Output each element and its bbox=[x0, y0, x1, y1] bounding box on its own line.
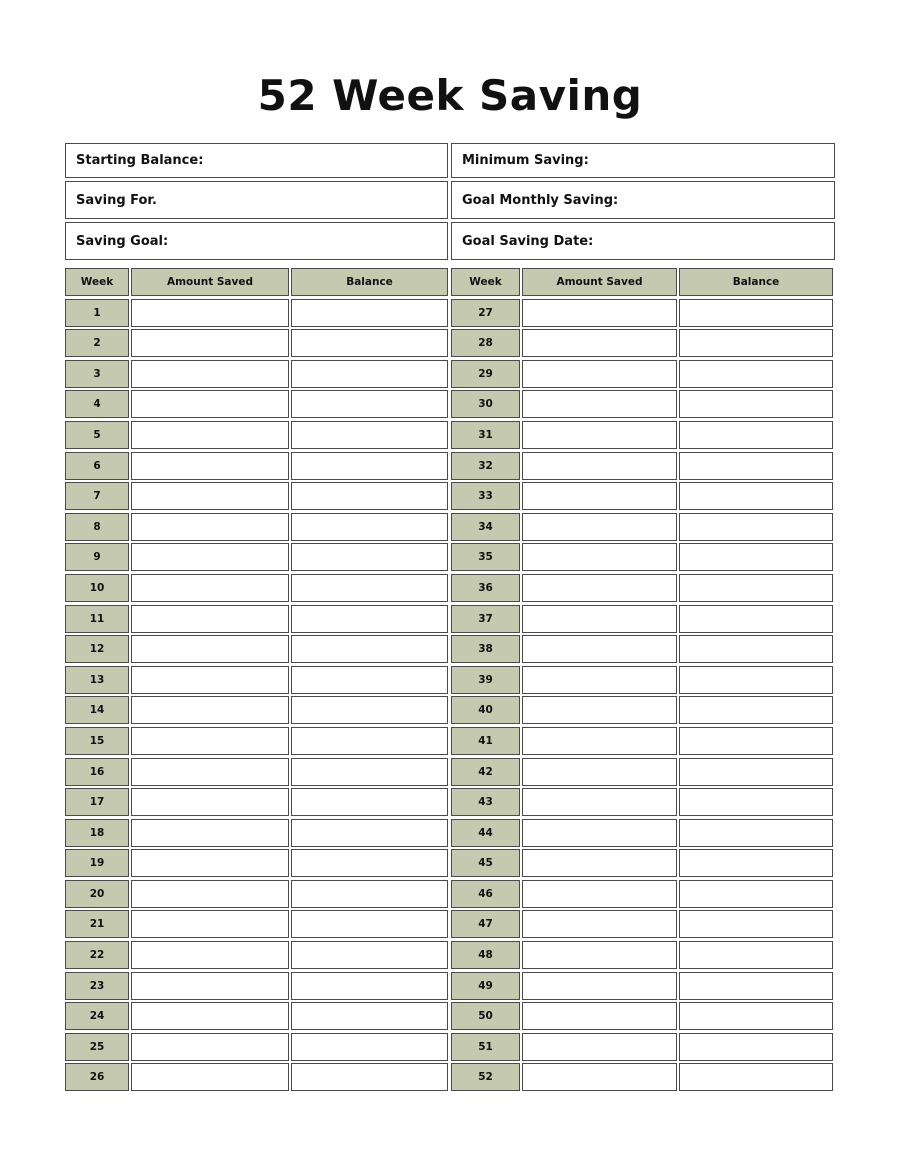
week-number-cell: 7 bbox=[65, 482, 129, 510]
table-row bbox=[451, 574, 835, 602]
amount-saved-cell[interactable] bbox=[522, 482, 677, 510]
table-row bbox=[451, 941, 835, 969]
balance-cell[interactable] bbox=[679, 1002, 833, 1030]
amount-saved-cell[interactable] bbox=[131, 360, 289, 388]
week-number-cell: 14 bbox=[65, 696, 129, 724]
saving-for-label: Saving For. bbox=[76, 192, 157, 208]
balance-cell[interactable] bbox=[291, 758, 448, 786]
amount-saved-cell[interactable] bbox=[522, 635, 677, 663]
week-number-cell: 52 bbox=[451, 1063, 520, 1091]
balance-cell[interactable] bbox=[291, 360, 448, 388]
balance-cell[interactable] bbox=[291, 1033, 448, 1061]
table-row bbox=[451, 482, 835, 510]
table-row bbox=[65, 543, 450, 571]
amount-saved-cell[interactable] bbox=[131, 972, 289, 1000]
balance-cell[interactable] bbox=[291, 635, 448, 663]
table-row bbox=[65, 727, 450, 755]
week-number-cell: 23 bbox=[65, 972, 129, 1000]
amount-saved-cell[interactable] bbox=[522, 452, 677, 480]
table-row bbox=[451, 390, 835, 418]
week-number-cell: 28 bbox=[451, 329, 520, 357]
amount-saved-cell[interactable] bbox=[522, 880, 677, 908]
week-number-cell: 41 bbox=[451, 727, 520, 755]
table-row bbox=[65, 299, 450, 327]
header-week: Week bbox=[451, 268, 520, 296]
amount-saved-cell[interactable] bbox=[522, 972, 677, 1000]
amount-saved-cell[interactable] bbox=[522, 1002, 677, 1030]
balance-cell[interactable] bbox=[291, 421, 448, 449]
table-row bbox=[65, 880, 450, 908]
week-number-cell: 26 bbox=[65, 1063, 129, 1091]
saving-goal-field[interactable] bbox=[65, 222, 448, 260]
balance-cell[interactable] bbox=[291, 452, 448, 480]
table-row bbox=[451, 452, 835, 480]
week-number-cell: 24 bbox=[65, 1002, 129, 1030]
week-number-cell: 9 bbox=[65, 543, 129, 571]
table-row bbox=[451, 758, 835, 786]
week-number-cell: 5 bbox=[65, 421, 129, 449]
amount-saved-cell[interactable] bbox=[131, 635, 289, 663]
amount-saved-cell[interactable] bbox=[131, 1002, 289, 1030]
balance-cell[interactable] bbox=[679, 360, 833, 388]
starting-balance-field[interactable] bbox=[65, 143, 448, 178]
balance-cell[interactable] bbox=[679, 513, 833, 541]
balance-cell[interactable] bbox=[679, 727, 833, 755]
week-number-cell: 13 bbox=[65, 666, 129, 694]
week-number-cell: 8 bbox=[65, 513, 129, 541]
week-number-cell: 36 bbox=[451, 574, 520, 602]
table-row bbox=[65, 605, 450, 633]
amount-saved-cell[interactable] bbox=[522, 849, 677, 877]
amount-saved-cell[interactable] bbox=[522, 574, 677, 602]
amount-saved-cell[interactable] bbox=[131, 910, 289, 938]
table-row bbox=[451, 849, 835, 877]
table-row bbox=[65, 390, 450, 418]
amount-saved-cell[interactable] bbox=[522, 513, 677, 541]
balance-cell[interactable] bbox=[679, 1063, 833, 1091]
amount-saved-cell[interactable] bbox=[131, 299, 289, 327]
saving-for-field[interactable] bbox=[65, 181, 448, 219]
week-number-cell: 51 bbox=[451, 1033, 520, 1061]
amount-saved-cell[interactable] bbox=[522, 666, 677, 694]
week-number-cell: 18 bbox=[65, 819, 129, 847]
balance-cell[interactable] bbox=[291, 849, 448, 877]
amount-saved-cell[interactable] bbox=[131, 452, 289, 480]
balance-cell[interactable] bbox=[679, 666, 833, 694]
balance-cell[interactable] bbox=[679, 941, 833, 969]
week-number-cell: 11 bbox=[65, 605, 129, 633]
table-row bbox=[451, 819, 835, 847]
amount-saved-cell[interactable] bbox=[522, 360, 677, 388]
amount-saved-cell[interactable] bbox=[131, 390, 289, 418]
amount-saved-cell[interactable] bbox=[131, 1033, 289, 1061]
table-row bbox=[65, 758, 450, 786]
table-header-row bbox=[65, 268, 450, 296]
week-number-cell: 33 bbox=[451, 482, 520, 510]
balance-cell[interactable] bbox=[679, 329, 833, 357]
balance-cell[interactable] bbox=[291, 513, 448, 541]
week-number-cell: 2 bbox=[65, 329, 129, 357]
week-number-cell: 12 bbox=[65, 635, 129, 663]
balance-cell[interactable] bbox=[679, 482, 833, 510]
amount-saved-cell[interactable] bbox=[131, 605, 289, 633]
table-row bbox=[65, 513, 450, 541]
balance-cell[interactable] bbox=[679, 635, 833, 663]
table-header-row bbox=[451, 268, 835, 296]
week-number-cell: 39 bbox=[451, 666, 520, 694]
table-row bbox=[451, 880, 835, 908]
table-row bbox=[451, 513, 835, 541]
table-row bbox=[65, 972, 450, 1000]
amount-saved-cell[interactable] bbox=[522, 696, 677, 724]
amount-saved-cell[interactable] bbox=[131, 1063, 289, 1091]
balance-cell[interactable] bbox=[291, 788, 448, 816]
amount-saved-cell[interactable] bbox=[131, 696, 289, 724]
table-row bbox=[451, 360, 835, 388]
balance-cell[interactable] bbox=[679, 758, 833, 786]
week-number-cell: 20 bbox=[65, 880, 129, 908]
amount-saved-cell[interactable] bbox=[131, 329, 289, 357]
balance-cell[interactable] bbox=[679, 543, 833, 571]
amount-saved-cell[interactable] bbox=[522, 1063, 677, 1091]
table-row bbox=[451, 910, 835, 938]
balance-cell[interactable] bbox=[291, 972, 448, 1000]
savings-table-weeks-1-26 bbox=[65, 268, 450, 1094]
page-title: 52 Week Saving bbox=[257, 71, 643, 120]
savings-table-weeks-27-52 bbox=[451, 268, 835, 1094]
week-number-cell: 17 bbox=[65, 788, 129, 816]
table-row bbox=[65, 941, 450, 969]
amount-saved-cell[interactable] bbox=[131, 941, 289, 969]
goal-saving-date-field[interactable] bbox=[451, 222, 835, 260]
amount-saved-cell[interactable] bbox=[131, 758, 289, 786]
week-number-cell: 35 bbox=[451, 543, 520, 571]
balance-cell[interactable] bbox=[291, 1063, 448, 1091]
week-number-cell: 16 bbox=[65, 758, 129, 786]
amount-saved-cell[interactable] bbox=[522, 390, 677, 418]
week-number-cell: 19 bbox=[65, 849, 129, 877]
week-number-cell: 48 bbox=[451, 941, 520, 969]
table-row bbox=[451, 972, 835, 1000]
table-row bbox=[451, 421, 835, 449]
table-row bbox=[65, 788, 450, 816]
table-row bbox=[65, 574, 450, 602]
balance-cell[interactable] bbox=[679, 880, 833, 908]
table-row bbox=[451, 635, 835, 663]
goal-saving-date-label: Goal Saving Date: bbox=[462, 233, 594, 249]
week-number-cell: 3 bbox=[65, 360, 129, 388]
week-number-cell: 50 bbox=[451, 1002, 520, 1030]
header-amount-saved: Amount Saved bbox=[522, 268, 677, 296]
amount-saved-cell[interactable] bbox=[522, 1033, 677, 1061]
table-row bbox=[451, 788, 835, 816]
week-number-cell: 1 bbox=[65, 299, 129, 327]
week-number-cell: 27 bbox=[451, 299, 520, 327]
table-row bbox=[65, 1002, 450, 1030]
goal-monthly-saving-label: Goal Monthly Saving: bbox=[462, 192, 619, 208]
goal-monthly-saving-field[interactable] bbox=[451, 181, 835, 219]
table-row bbox=[65, 819, 450, 847]
week-number-cell: 22 bbox=[65, 941, 129, 969]
table-row bbox=[451, 696, 835, 724]
table-row bbox=[451, 1033, 835, 1061]
balance-cell[interactable] bbox=[679, 788, 833, 816]
table-row bbox=[65, 666, 450, 694]
table-row bbox=[65, 1033, 450, 1061]
amount-saved-cell[interactable] bbox=[522, 910, 677, 938]
table-row bbox=[451, 299, 835, 327]
amount-saved-cell[interactable] bbox=[131, 482, 289, 510]
balance-cell[interactable] bbox=[679, 696, 833, 724]
amount-saved-cell[interactable] bbox=[522, 788, 677, 816]
table-row bbox=[451, 1002, 835, 1030]
week-number-cell: 34 bbox=[451, 513, 520, 541]
header-balance: Balance bbox=[679, 268, 833, 296]
table-row bbox=[451, 1063, 835, 1091]
table-row bbox=[451, 605, 835, 633]
table-row bbox=[451, 727, 835, 755]
week-number-cell: 10 bbox=[65, 574, 129, 602]
header-amount-saved: Amount Saved bbox=[131, 268, 289, 296]
week-number-cell: 31 bbox=[451, 421, 520, 449]
balance-cell[interactable] bbox=[291, 574, 448, 602]
amount-saved-cell[interactable] bbox=[131, 819, 289, 847]
week-number-cell: 44 bbox=[451, 819, 520, 847]
week-number-cell: 30 bbox=[451, 390, 520, 418]
minimum-saving-label: Minimum Saving: bbox=[462, 153, 589, 168]
table-row bbox=[65, 452, 450, 480]
amount-saved-cell[interactable] bbox=[131, 727, 289, 755]
table-row bbox=[451, 666, 835, 694]
balance-cell[interactable] bbox=[679, 390, 833, 418]
table-row bbox=[65, 360, 450, 388]
header-week: Week bbox=[65, 268, 129, 296]
balance-cell[interactable] bbox=[291, 543, 448, 571]
week-number-cell: 46 bbox=[451, 880, 520, 908]
table-row bbox=[65, 849, 450, 877]
balance-cell[interactable] bbox=[291, 299, 448, 327]
amount-saved-cell[interactable] bbox=[522, 329, 677, 357]
week-number-cell: 47 bbox=[451, 910, 520, 938]
balance-cell[interactable] bbox=[291, 390, 448, 418]
week-number-cell: 42 bbox=[451, 758, 520, 786]
minimum-saving-field[interactable] bbox=[451, 143, 835, 178]
table-row bbox=[65, 329, 450, 357]
balance-cell[interactable] bbox=[291, 482, 448, 510]
table-row bbox=[65, 1063, 450, 1091]
amount-saved-cell[interactable] bbox=[522, 421, 677, 449]
week-number-cell: 32 bbox=[451, 452, 520, 480]
week-number-cell: 40 bbox=[451, 696, 520, 724]
balance-cell[interactable] bbox=[291, 727, 448, 755]
table-row bbox=[451, 329, 835, 357]
balance-cell[interactable] bbox=[679, 849, 833, 877]
table-row bbox=[451, 543, 835, 571]
week-number-cell: 45 bbox=[451, 849, 520, 877]
balance-cell[interactable] bbox=[679, 299, 833, 327]
balance-cell[interactable] bbox=[679, 574, 833, 602]
amount-saved-cell[interactable] bbox=[522, 299, 677, 327]
amount-saved-cell[interactable] bbox=[522, 605, 677, 633]
amount-saved-cell[interactable] bbox=[522, 543, 677, 571]
amount-saved-cell[interactable] bbox=[522, 819, 677, 847]
amount-saved-cell[interactable] bbox=[131, 849, 289, 877]
amount-saved-cell[interactable] bbox=[131, 421, 289, 449]
balance-cell[interactable] bbox=[679, 421, 833, 449]
amount-saved-cell[interactable] bbox=[131, 513, 289, 541]
balance-cell[interactable] bbox=[291, 666, 448, 694]
starting-balance-label: Starting Balance: bbox=[76, 153, 204, 168]
week-number-cell: 15 bbox=[65, 727, 129, 755]
balance-cell[interactable] bbox=[291, 605, 448, 633]
balance-cell[interactable] bbox=[679, 819, 833, 847]
balance-cell[interactable] bbox=[679, 1033, 833, 1061]
balance-cell[interactable] bbox=[679, 972, 833, 1000]
table-row bbox=[65, 696, 450, 724]
header-balance: Balance bbox=[291, 268, 448, 296]
week-number-cell: 43 bbox=[451, 788, 520, 816]
week-number-cell: 37 bbox=[451, 605, 520, 633]
week-number-cell: 21 bbox=[65, 910, 129, 938]
balance-cell[interactable] bbox=[679, 910, 833, 938]
balance-cell[interactable] bbox=[291, 329, 448, 357]
table-row bbox=[65, 482, 450, 510]
balance-cell[interactable] bbox=[291, 880, 448, 908]
week-number-cell: 6 bbox=[65, 452, 129, 480]
amount-saved-cell[interactable] bbox=[522, 941, 677, 969]
amount-saved-cell[interactable] bbox=[131, 666, 289, 694]
saving-goal-label: Saving Goal: bbox=[76, 233, 169, 249]
week-number-cell: 38 bbox=[451, 635, 520, 663]
balance-cell[interactable] bbox=[679, 605, 833, 633]
balance-cell[interactable] bbox=[291, 1002, 448, 1030]
amount-saved-cell[interactable] bbox=[131, 543, 289, 571]
balance-cell[interactable] bbox=[291, 941, 448, 969]
balance-cell[interactable] bbox=[679, 452, 833, 480]
table-row bbox=[65, 635, 450, 663]
amount-saved-cell[interactable] bbox=[131, 574, 289, 602]
balance-cell[interactable] bbox=[291, 910, 448, 938]
table-row bbox=[65, 421, 450, 449]
week-number-cell: 49 bbox=[451, 972, 520, 1000]
week-number-cell: 25 bbox=[65, 1033, 129, 1061]
week-number-cell: 29 bbox=[451, 360, 520, 388]
balance-cell[interactable] bbox=[291, 696, 448, 724]
amount-saved-cell[interactable] bbox=[522, 758, 677, 786]
amount-saved-cell[interactable] bbox=[522, 727, 677, 755]
amount-saved-cell[interactable] bbox=[131, 880, 289, 908]
amount-saved-cell[interactable] bbox=[131, 788, 289, 816]
balance-cell[interactable] bbox=[291, 819, 448, 847]
week-number-cell: 4 bbox=[65, 390, 129, 418]
table-row bbox=[65, 910, 450, 938]
